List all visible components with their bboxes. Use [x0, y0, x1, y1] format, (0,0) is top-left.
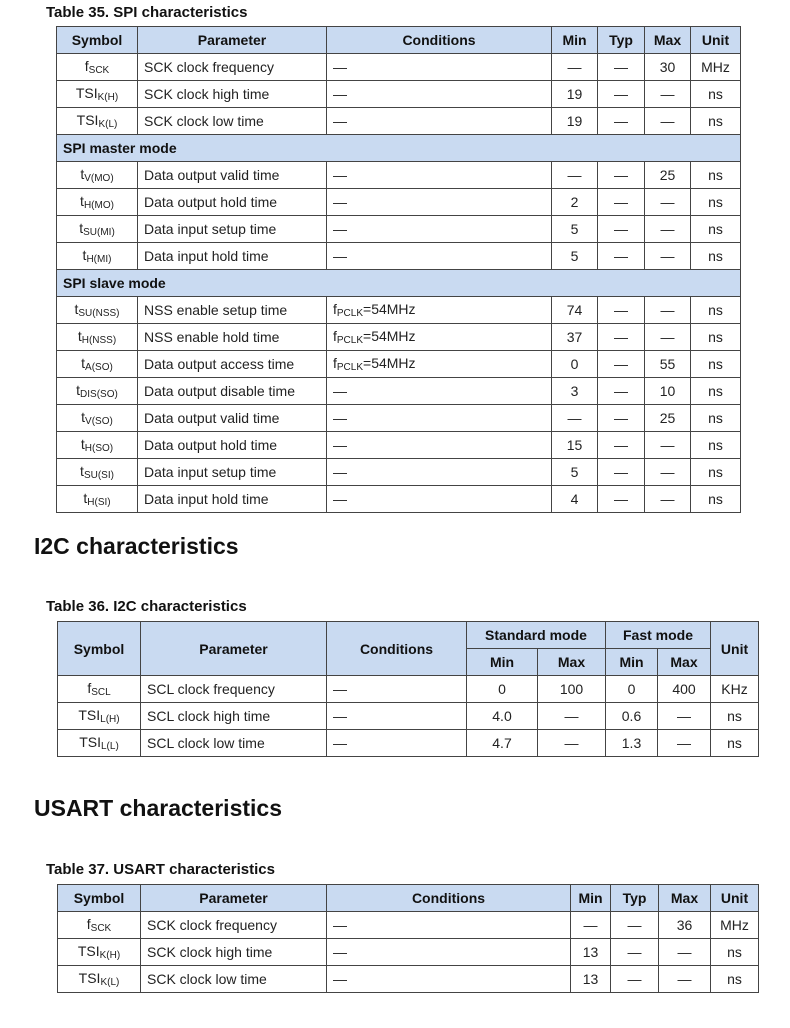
section-row	[57, 270, 741, 297]
symbol-base: TSI	[78, 707, 101, 723]
symbol-subscript: SU(SI)	[83, 470, 114, 481]
symbol-base: t	[80, 463, 84, 479]
symbol-cell	[57, 81, 138, 108]
typ-cell: —	[598, 486, 645, 513]
fmin-cell: 0	[606, 676, 658, 703]
max-cell: —	[645, 324, 691, 351]
symbol-base: t	[83, 490, 88, 506]
section-label: SPI slave mode	[57, 270, 741, 297]
parameter-cell: SCK clock high time	[138, 81, 327, 108]
conditions-cell: —	[327, 912, 571, 939]
symbol-subscript: H(MO)	[83, 200, 114, 211]
symbol-base: TSI	[76, 112, 99, 128]
unit-cell: ns	[691, 216, 741, 243]
table-36-caption: Table 36. I2C characteristics	[46, 598, 247, 615]
smax-cell: —	[538, 730, 606, 757]
table-row	[57, 108, 741, 135]
typ-cell: —	[598, 297, 645, 324]
cond-base: f	[333, 301, 337, 317]
unit-cell: ns	[691, 81, 741, 108]
conditions-cell: —	[327, 459, 552, 486]
symbol-base: TSI	[79, 734, 101, 750]
header-fast-mode: Fast mode	[606, 622, 711, 649]
symbol-subscript: K(L)	[100, 977, 120, 988]
unit-cell: ns	[691, 324, 741, 351]
table-row	[57, 189, 741, 216]
unit-cell: MHz	[711, 912, 759, 939]
min-cell: 15	[552, 432, 598, 459]
symbol-base: t	[81, 355, 86, 371]
cond-base: f	[333, 355, 337, 371]
min-cell: —	[552, 162, 598, 189]
symbol-cell	[58, 676, 141, 703]
unit-cell: ns	[691, 486, 741, 513]
conditions-cell	[327, 324, 552, 351]
symbol-subscript: SCK	[90, 923, 112, 934]
max-cell: 25	[645, 162, 691, 189]
symbol-cell	[58, 939, 141, 966]
table-row	[58, 939, 759, 966]
symbol-subscript: V(MO)	[84, 173, 114, 184]
header-parameter: Parameter	[138, 27, 327, 54]
symbol-subscript: K(H)	[99, 950, 121, 961]
table-row	[57, 432, 741, 459]
table-row	[57, 54, 741, 81]
unit-cell: ns	[711, 730, 759, 757]
symbol-base: t	[80, 166, 85, 182]
symbol-cell	[57, 297, 138, 324]
typ-cell: —	[598, 243, 645, 270]
min-cell: 5	[552, 459, 598, 486]
unit-cell: ns	[691, 459, 741, 486]
max-cell: —	[645, 81, 691, 108]
parameter-cell: Data input hold time	[138, 243, 327, 270]
parameter-cell: SCK clock high time	[141, 939, 327, 966]
min-cell: 2	[552, 189, 598, 216]
typ-cell: —	[598, 216, 645, 243]
header-parameter: Parameter	[141, 622, 327, 676]
symbol-subscript: H(MI)	[86, 254, 112, 265]
parameter-cell: NSS enable hold time	[138, 324, 327, 351]
min-cell: —	[552, 405, 598, 432]
conditions-cell: —	[327, 54, 552, 81]
symbol-base: t	[77, 328, 82, 344]
conditions-cell: —	[327, 966, 571, 993]
symbol-subscript: V(SO)	[85, 416, 113, 427]
typ-cell: —	[598, 378, 645, 405]
section-label: SPI master mode	[57, 135, 741, 162]
cond-subscript: PCLK	[336, 308, 364, 319]
table-row	[58, 703, 759, 730]
conditions-cell	[327, 297, 552, 324]
usart-characteristics-table	[57, 884, 759, 993]
symbol-subscript: SCL	[91, 687, 111, 698]
unit-cell: ns	[691, 297, 741, 324]
conditions-cell: —	[327, 486, 552, 513]
symbol-cell	[57, 108, 138, 135]
unit-cell: ns	[691, 432, 741, 459]
parameter-cell: Data output access time	[138, 351, 327, 378]
table-row	[57, 351, 741, 378]
table-row	[57, 297, 741, 324]
symbol-cell	[57, 378, 138, 405]
parameter-cell: Data input setup time	[138, 216, 327, 243]
header-symbol: Symbol	[58, 885, 141, 912]
conditions-cell: —	[327, 216, 552, 243]
header-symbol: Symbol	[58, 622, 141, 676]
conditions-cell: —	[327, 378, 552, 405]
unit-cell: ns	[691, 189, 741, 216]
parameter-cell: SCK clock low time	[138, 108, 327, 135]
header-typ: Typ	[611, 885, 659, 912]
header-standard-max: Max	[538, 649, 606, 676]
parameter-cell: Data output hold time	[138, 432, 327, 459]
symbol-subscript: K(H)	[97, 92, 119, 103]
symbol-cell	[58, 966, 141, 993]
symbol-cell	[57, 54, 138, 81]
symbol-base: f	[84, 58, 89, 74]
typ-cell: —	[598, 54, 645, 81]
symbol-base: t	[82, 247, 87, 263]
symbol-subscript: DIS(SO)	[80, 389, 118, 400]
unit-cell: MHz	[691, 54, 741, 81]
unit-cell: ns	[691, 351, 741, 378]
symbol-cell	[57, 216, 138, 243]
symbol-cell	[57, 432, 138, 459]
symbol-base: f	[86, 916, 91, 932]
typ-cell: —	[598, 324, 645, 351]
typ-cell: —	[598, 81, 645, 108]
conditions-cell	[327, 351, 552, 378]
header-fast-max: Max	[658, 649, 711, 676]
symbol-base: TSI	[78, 970, 101, 986]
symbol-subscript: H(SO)	[84, 443, 114, 454]
conditions-cell: —	[327, 243, 552, 270]
symbol-cell	[58, 912, 141, 939]
header-unit: Unit	[711, 885, 759, 912]
cond-value: =54MHz	[363, 328, 416, 344]
table-row	[57, 243, 741, 270]
symbol-base: t	[74, 301, 79, 317]
symbol-base: t	[76, 382, 81, 398]
header-standard-mode: Standard mode	[467, 622, 606, 649]
typ-cell: —	[598, 351, 645, 378]
table-row	[58, 912, 759, 939]
min-cell: 13	[571, 966, 611, 993]
max-cell: —	[645, 459, 691, 486]
max-cell: 30	[645, 54, 691, 81]
table-row	[57, 324, 741, 351]
parameter-cell: Data output valid time	[138, 405, 327, 432]
typ-cell: —	[598, 432, 645, 459]
cond-subscript: PCLK	[336, 362, 364, 373]
min-cell: 5	[552, 216, 598, 243]
conditions-cell: —	[327, 108, 552, 135]
unit-cell: ns	[691, 378, 741, 405]
typ-cell: —	[598, 189, 645, 216]
symbol-base: t	[80, 436, 85, 452]
parameter-cell: Data input setup time	[138, 459, 327, 486]
header-parameter: Parameter	[141, 885, 327, 912]
cond-base: f	[333, 328, 337, 344]
table-row	[57, 405, 741, 432]
table-row	[57, 459, 741, 486]
parameter-cell: Data output hold time	[138, 189, 327, 216]
fmax-cell: —	[658, 703, 711, 730]
parameter-cell: SCL clock low time	[141, 730, 327, 757]
symbol-subscript: H(NSS)	[81, 335, 117, 346]
table-row	[57, 162, 741, 189]
conditions-cell: —	[327, 189, 552, 216]
symbol-cell	[57, 459, 138, 486]
unit-cell: ns	[691, 108, 741, 135]
min-cell: —	[571, 912, 611, 939]
fmax-cell: —	[658, 730, 711, 757]
parameter-cell: SCL clock high time	[141, 703, 327, 730]
unit-cell: ns	[691, 243, 741, 270]
symbol-cell	[57, 189, 138, 216]
header-unit: Unit	[711, 622, 759, 676]
unit-cell: ns	[711, 939, 759, 966]
parameter-cell: Data output disable time	[138, 378, 327, 405]
conditions-cell: —	[327, 432, 552, 459]
min-cell: 0	[552, 351, 598, 378]
header-max: Max	[659, 885, 711, 912]
unit-cell: ns	[711, 703, 759, 730]
min-cell: —	[552, 54, 598, 81]
symbol-subscript: SU(NSS)	[78, 308, 120, 319]
symbol-base: t	[80, 193, 84, 209]
smax-cell: —	[538, 703, 606, 730]
symbol-base: TSI	[75, 85, 98, 101]
typ-cell: —	[611, 939, 659, 966]
unit-cell: ns	[711, 966, 759, 993]
parameter-cell: SCL clock frequency	[141, 676, 327, 703]
header-min: Min	[571, 885, 611, 912]
max-cell: —	[659, 939, 711, 966]
symbol-cell	[58, 703, 141, 730]
smax-cell: 100	[538, 676, 606, 703]
smin-cell: 4.0	[467, 703, 538, 730]
symbol-cell	[57, 324, 138, 351]
cond-value: =54MHz	[363, 301, 416, 317]
max-cell: —	[645, 486, 691, 513]
section-row	[57, 135, 741, 162]
smin-cell: 0	[467, 676, 538, 703]
symbol-subscript: A(SO)	[85, 362, 113, 373]
min-cell: 37	[552, 324, 598, 351]
conditions-cell: —	[327, 81, 552, 108]
min-cell: 3	[552, 378, 598, 405]
header-standard-min: Min	[467, 649, 538, 676]
symbol-subscript: SU(MI)	[83, 227, 115, 238]
fmax-cell: 400	[658, 676, 711, 703]
header-max: Max	[645, 27, 691, 54]
header-conditions: Conditions	[327, 27, 552, 54]
symbol-cell	[58, 730, 141, 757]
parameter-cell: NSS enable setup time	[138, 297, 327, 324]
max-cell: —	[659, 966, 711, 993]
parameter-cell: Data output valid time	[138, 162, 327, 189]
symbol-base: t	[81, 409, 86, 425]
symbol-cell	[57, 243, 138, 270]
max-cell: —	[645, 216, 691, 243]
typ-cell: —	[611, 912, 659, 939]
conditions-cell: —	[327, 676, 467, 703]
table-row	[57, 378, 741, 405]
parameter-cell: SCK clock frequency	[138, 54, 327, 81]
table-37-caption: Table 37. USART characteristics	[46, 861, 275, 878]
header-symbol: Symbol	[57, 27, 138, 54]
typ-cell: —	[598, 459, 645, 486]
min-cell: 19	[552, 81, 598, 108]
max-cell: 25	[645, 405, 691, 432]
fmin-cell: 1.3	[606, 730, 658, 757]
conditions-cell: —	[327, 162, 552, 189]
symbol-cell	[57, 405, 138, 432]
min-cell: 4	[552, 486, 598, 513]
symbol-subscript: L(L)	[100, 741, 119, 752]
i2c-section-heading: I2C characteristics	[34, 533, 239, 559]
max-cell: 55	[645, 351, 691, 378]
max-cell: 36	[659, 912, 711, 939]
table-35-caption: Table 35. SPI characteristics	[46, 4, 248, 21]
typ-cell: —	[611, 966, 659, 993]
typ-cell: —	[598, 108, 645, 135]
min-cell: 5	[552, 243, 598, 270]
symbol-subscript: K(L)	[98, 119, 118, 130]
max-cell: 10	[645, 378, 691, 405]
unit-cell: KHz	[711, 676, 759, 703]
symbol-cell	[57, 351, 138, 378]
usart-section-heading: USART characteristics	[34, 795, 282, 821]
parameter-cell: Data input hold time	[138, 486, 327, 513]
symbol-base: f	[87, 680, 92, 696]
table-row	[58, 730, 759, 757]
max-cell: —	[645, 243, 691, 270]
max-cell: —	[645, 108, 691, 135]
table-row	[58, 966, 759, 993]
symbol-base: t	[79, 220, 84, 236]
header-typ: Typ	[598, 27, 645, 54]
cond-subscript: PCLK	[336, 335, 364, 346]
spi-characteristics-table	[56, 26, 741, 513]
header-fast-min: Min	[606, 649, 658, 676]
symbol-cell	[57, 162, 138, 189]
max-cell: —	[645, 432, 691, 459]
symbol-subscript: SCK	[88, 65, 110, 76]
table-row	[57, 216, 741, 243]
header-conditions: Conditions	[327, 622, 467, 676]
conditions-cell: —	[327, 730, 467, 757]
table-row	[58, 676, 759, 703]
min-cell: 74	[552, 297, 598, 324]
header-conditions: Conditions	[327, 885, 571, 912]
cond-value: =54MHz	[363, 355, 416, 371]
symbol-cell	[57, 486, 138, 513]
header-unit: Unit	[691, 27, 741, 54]
conditions-cell: —	[327, 405, 552, 432]
table-row	[57, 486, 741, 513]
min-cell: 13	[571, 939, 611, 966]
typ-cell: —	[598, 405, 645, 432]
typ-cell: —	[598, 162, 645, 189]
unit-cell: ns	[691, 405, 741, 432]
max-cell: —	[645, 189, 691, 216]
table-row	[57, 81, 741, 108]
min-cell: 19	[552, 108, 598, 135]
max-cell: —	[645, 297, 691, 324]
unit-cell: ns	[691, 162, 741, 189]
parameter-cell: SCK clock low time	[141, 966, 327, 993]
symbol-subscript: H(SI)	[87, 497, 111, 508]
fmin-cell: 0.6	[606, 703, 658, 730]
i2c-characteristics-table	[57, 621, 759, 757]
smin-cell: 4.7	[467, 730, 538, 757]
header-min: Min	[552, 27, 598, 54]
symbol-base: TSI	[77, 943, 100, 959]
conditions-cell: —	[327, 703, 467, 730]
parameter-cell: SCK clock frequency	[141, 912, 327, 939]
conditions-cell: —	[327, 939, 571, 966]
symbol-subscript: L(H)	[100, 714, 120, 725]
